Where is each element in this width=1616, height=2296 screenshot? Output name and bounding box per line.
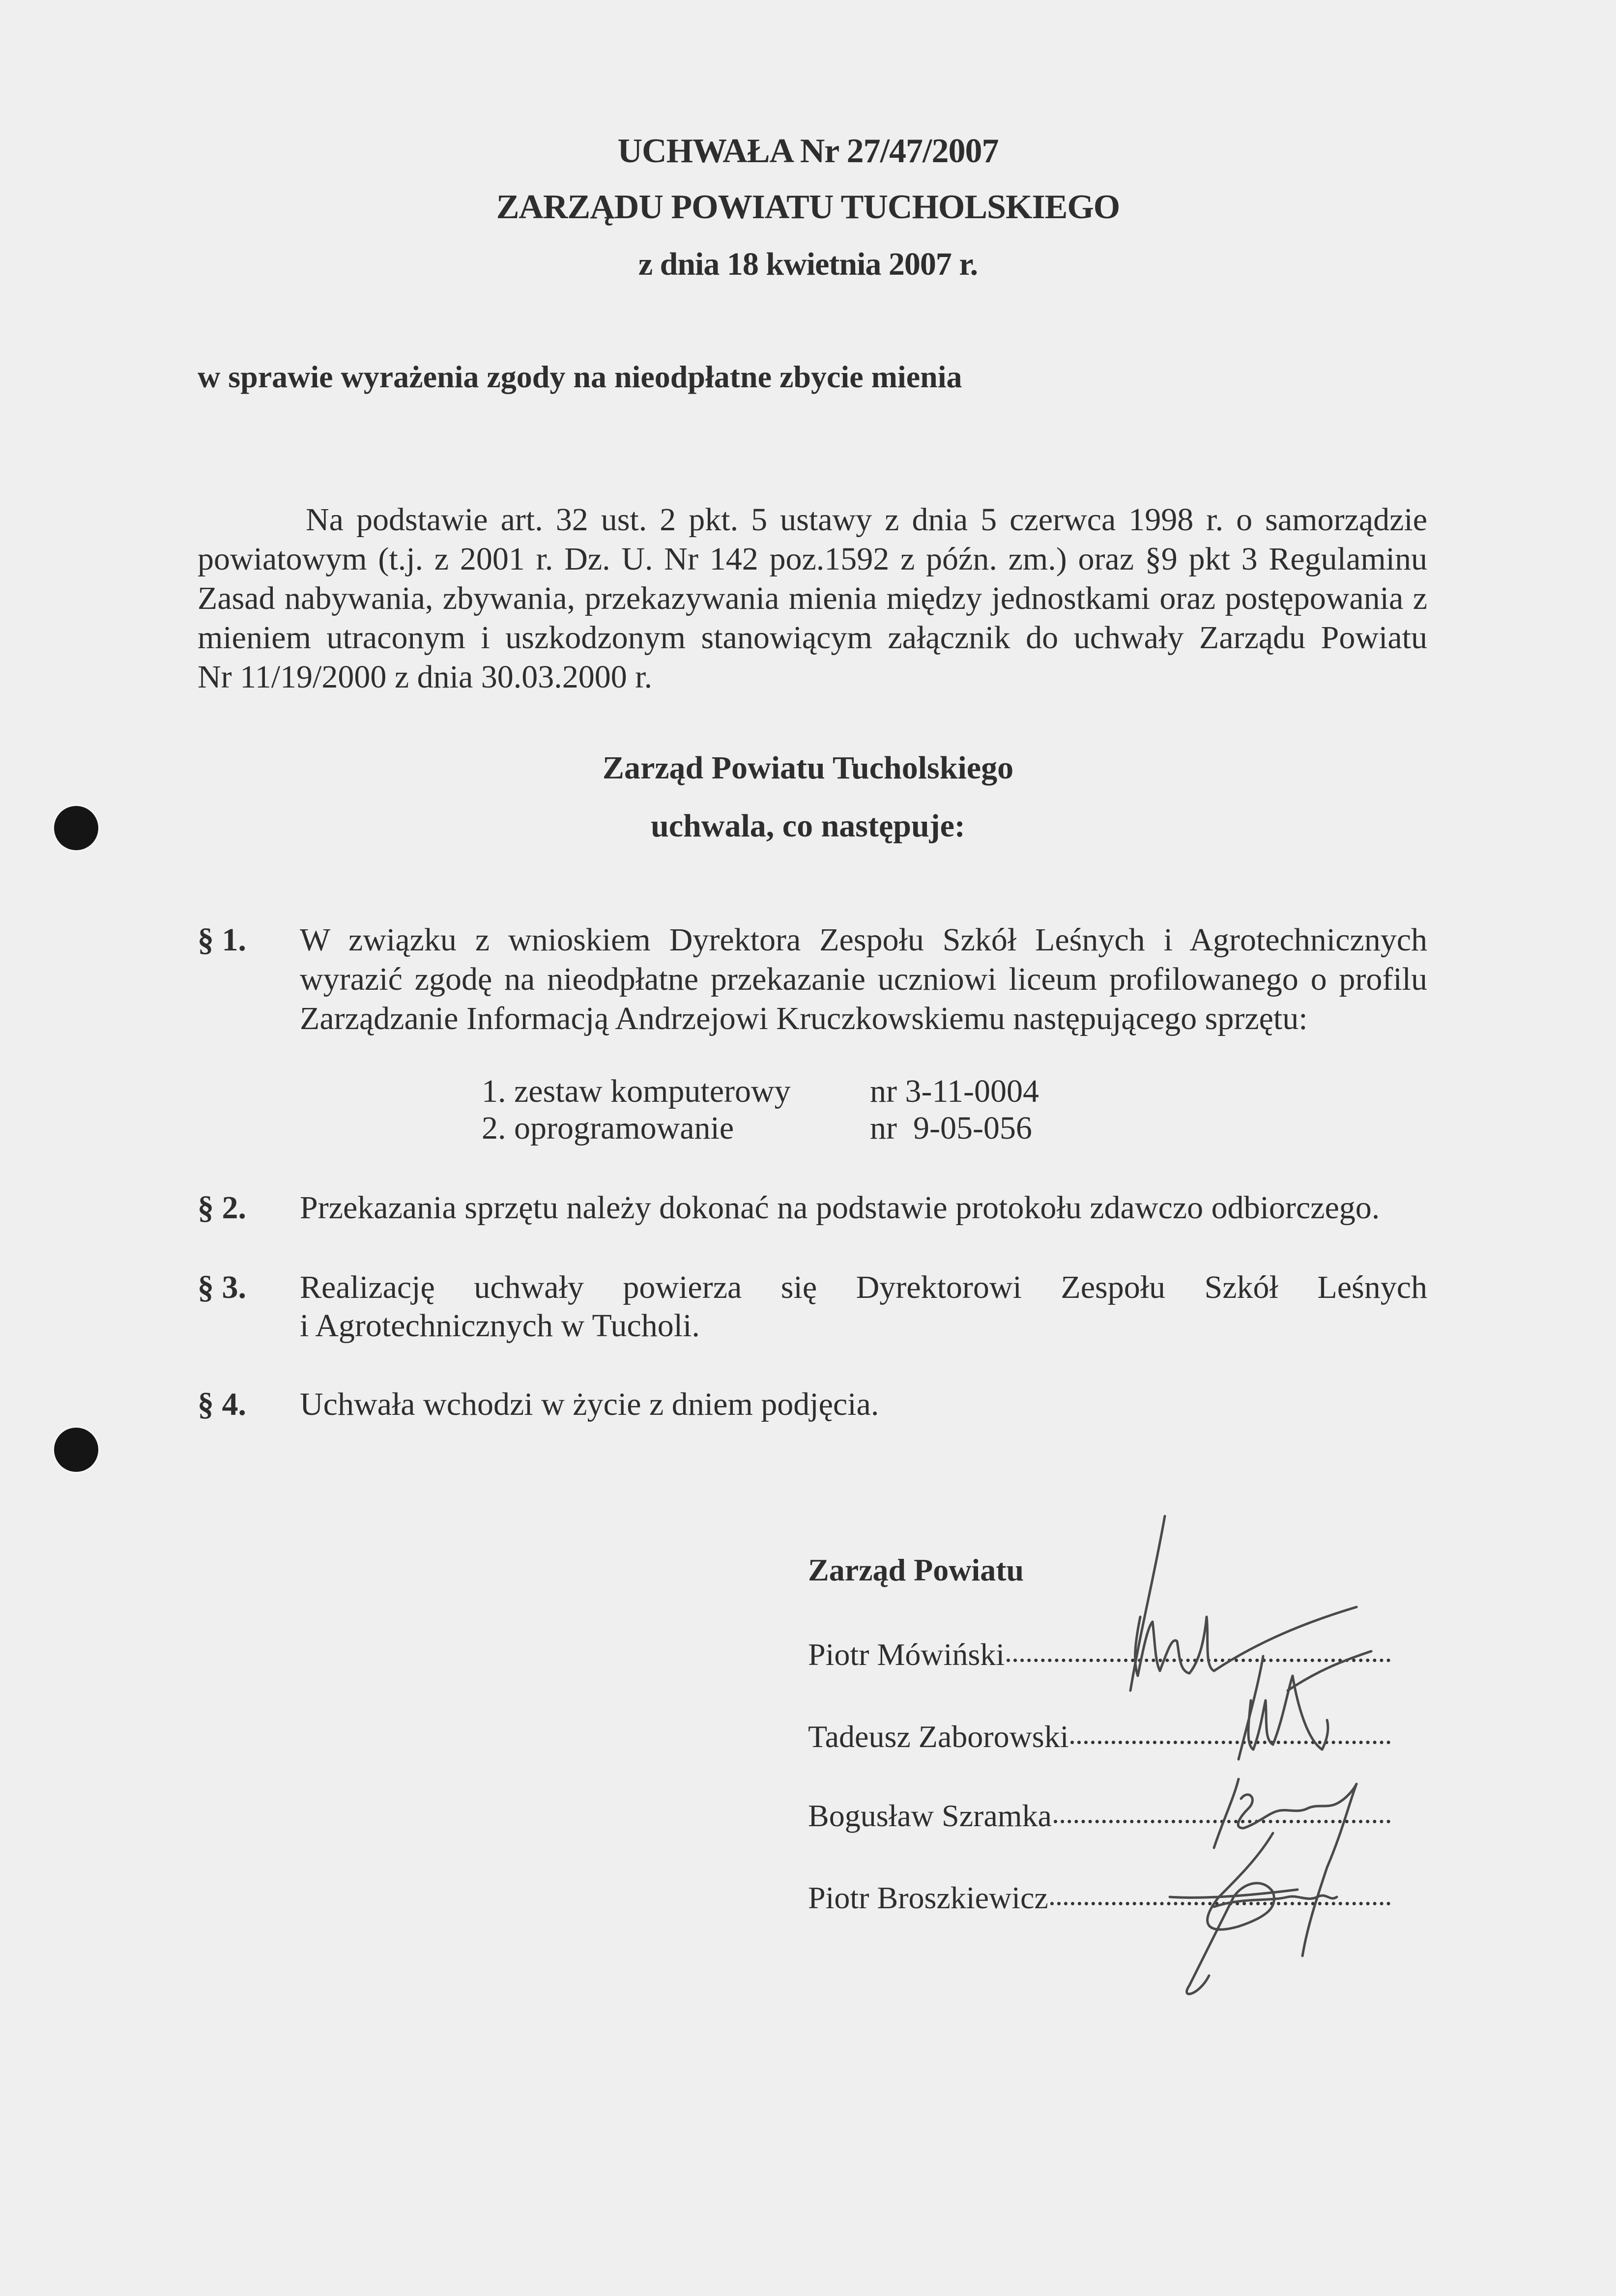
signatory-name: Piotr Mówiński <box>808 1637 1005 1672</box>
signatory-name: Bogusław Szramka <box>808 1798 1052 1833</box>
equipment-item-number: nr 3-11-0004 <box>870 1073 1039 1109</box>
signatory-row <box>808 1636 1390 1673</box>
signature-line <box>1050 1902 1390 1905</box>
legal-basis-line: powiatowym (t.j. z 2001 r. Dz. U. Nr 142 poz.1592 z późn. zm.) oraz §9 pkt 3 Regulaminu <box>198 541 1427 577</box>
legal-basis-line: Nr 11/19/2000 z dnia 30.03.2000 r. <box>198 659 653 695</box>
paragraph-line: Uchwała wchodzi w życie z dniem podjęcia. <box>300 1386 879 1422</box>
paragraph-line: W związku z wnioskiem Dyrektora Zespołu Szkół Leśnych i Agrotechnicznych <box>300 922 1427 958</box>
signatory-row <box>808 1719 1390 1755</box>
paragraph-line: Zarządzanie Informacją Andrzejowi Kruczkowskiemu następującego sprzętu: <box>300 1001 1308 1036</box>
signatory-name: Piotr Broszkiewicz <box>808 1880 1048 1915</box>
paragraph-number: § 1. <box>198 922 246 958</box>
paragraph-line: wyrazić zgodę na nieodpłatne przekazanie uczniowi liceum profilowanego o profilu <box>300 961 1427 997</box>
paragraph-line: Przekazania sprzętu należy dokonać na podstawie protokołu zdawczo odbiorczego. <box>300 1190 1380 1226</box>
paragraph-number: § 4. <box>198 1386 246 1422</box>
legal-basis-line: mieniem utraconym i uszkodzonym stanowiącym załącznik do uchwały Zarządu Powiatu <box>198 620 1427 656</box>
legal-basis-line: Na podstawie art. 32 ust. 2 pkt. 5 ustawy z dnia 5 czerwca 1998 r. o samorządzie <box>306 502 1427 538</box>
paragraph-line: Realizację uchwały powierza się Dyrektorowi Zespołu Szkół Leśnych <box>300 1269 1427 1305</box>
legal-basis-line: Zasad nabywania, zbywania, przekazywania mienia między jednostkami oraz postępowania z <box>198 580 1427 616</box>
punch-hole-bottom <box>54 1428 98 1472</box>
equipment-item-label: 2. oprogramowanie <box>482 1110 734 1146</box>
document-title: UCHWAŁA Nr 27/47/2007 <box>617 132 999 170</box>
document-subject: w sprawie wyrażenia zgody na nieodpłatne zbycie mienia <box>198 359 962 394</box>
resolving-body: Zarząd Powiatu Tucholskiego <box>602 750 1014 786</box>
paragraph-line: i Agrotechnicznych w Tucholi. <box>300 1308 700 1344</box>
signature-line <box>1007 1659 1390 1662</box>
paragraph-number: § 3. <box>198 1269 246 1305</box>
resolves-phrase: uchwala, co następuje: <box>651 808 965 844</box>
equipment-item-label: 1. zestaw komputerowy <box>482 1073 791 1109</box>
paragraph-number: § 2. <box>198 1190 246 1226</box>
signature-line <box>1070 1741 1390 1744</box>
signatory-row <box>808 1798 1390 1834</box>
document-date: z dnia 18 kwietnia 2007 r. <box>638 246 978 282</box>
signature-heading: Zarząd Powiatu <box>808 1552 1024 1587</box>
signatory-name: Tadeusz Zaborowski <box>808 1719 1069 1754</box>
signature-line <box>1054 1820 1390 1823</box>
issuing-authority: ZARZĄDU POWIATU TUCHOLSKIEGO <box>496 188 1120 226</box>
equipment-item-number: nr 9-05-056 <box>870 1110 1032 1146</box>
signatory-row <box>808 1880 1390 1916</box>
